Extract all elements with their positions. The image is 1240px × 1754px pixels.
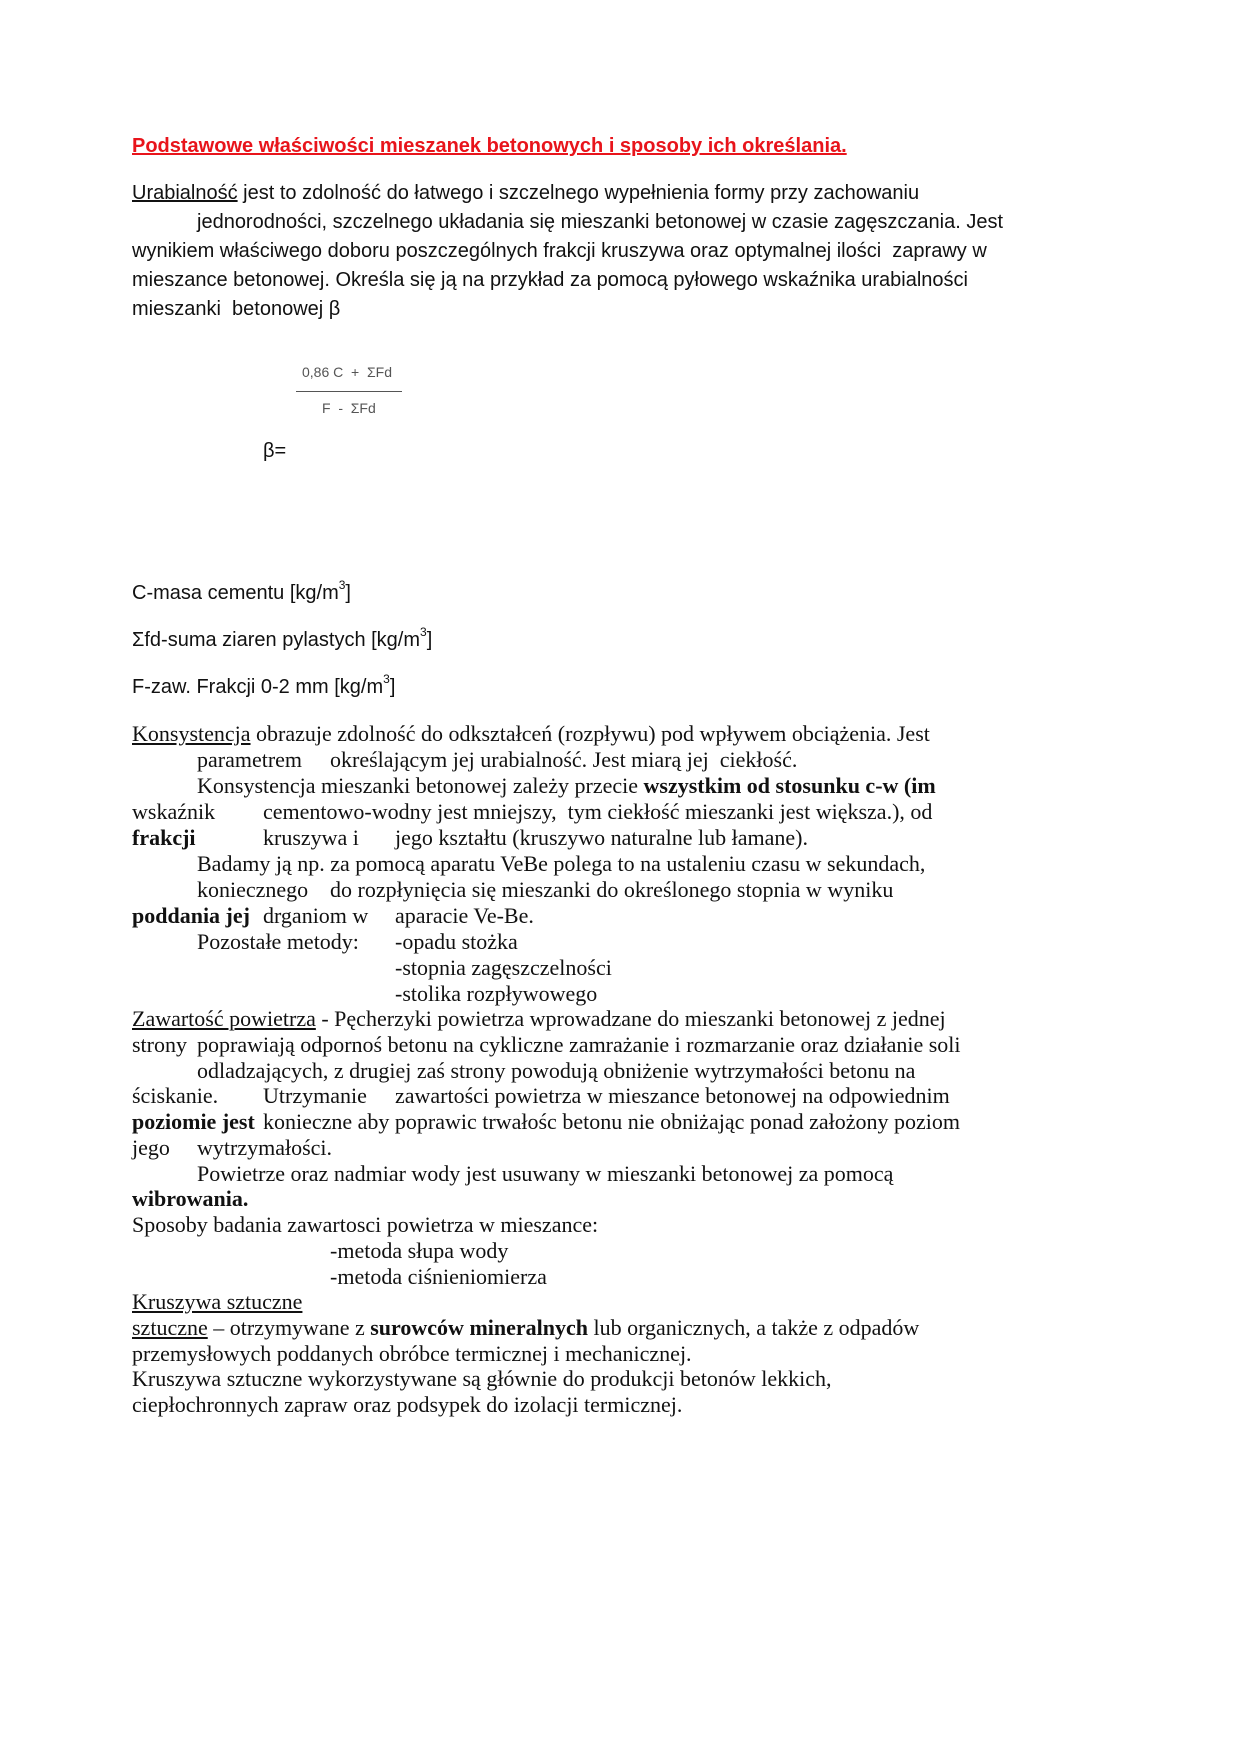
powietrze-line-1: Zawartość powietrza - Pęcherzyki powietrza wprowadzane do mieszanki betonowej z jednej <box>132 1006 946 1031</box>
konsystencja-line-7b: do rozpłynięcia się mieszanki do określonego stopnia w wyniku <box>330 877 894 902</box>
urabialnosc-line-2: jednorodności, szczelnego układania się mieszanki betonowej w czasie zagęszczania. Jest <box>197 211 1003 233</box>
kruszywa-line-3: Kruszywa sztuczne wykorzystywane są głównie do produkcji betonów lekkich, <box>132 1366 832 1391</box>
powietrze-line-3: odladzających, z drugiej zaś strony powodują obniżenie wytrzymałości betonu na <box>197 1058 916 1083</box>
kruszywa-heading: Kruszywa sztuczne <box>132 1289 303 1314</box>
page-title: Podstawowe właściwości mieszanek betonowych i sposoby ich określania. <box>132 135 847 157</box>
formula-lhs: β= <box>263 440 287 462</box>
konsystencja-line-8a: poddania jej <box>132 903 250 928</box>
term-zawartosc-powietrza: Zawartość powietrza <box>132 1006 316 1031</box>
konsystencja-line-5b: kruszywa i <box>263 825 359 850</box>
kruszywa-line-2: przemysłowych poddanych obróbce termicznej i mechanicznej. <box>132 1341 692 1366</box>
konsystencja-line-2b: określającym jej urabialność. Jest miarą jej ciekłość. <box>330 747 798 772</box>
powietrze-line-5b: konieczne aby poprawic trwałośc betonu nie obniżając ponad założony poziom <box>263 1109 961 1134</box>
term-sztuczne: sztuczne <box>132 1315 208 1340</box>
kruszywa-line-1: sztuczne – otrzymywane z surowców mineralnych lub organicznych, a także z odpadów <box>132 1315 920 1340</box>
urabialnosc-line-3: wynikiem właściwego doboru poszczególnych frakcji kruszywa oraz optymalnej ilości zaprawy w <box>132 240 987 262</box>
powietrze-line-4b: Utrzymanie <box>263 1083 367 1108</box>
legend-c: C-masa cementu $[kg/m^3]$ <box>132 578 351 604</box>
powietrze-line-6b: wytrzymałości. <box>197 1135 333 1160</box>
konsystencja-line-4b: cementowo-wodny jest mniejszy, tym ciekłość mieszanki jest większa.), od <box>263 799 933 824</box>
formula-numerator: 0,86 C + ΣFd <box>302 364 392 380</box>
fraction-bar <box>296 391 402 392</box>
powietrze-method-2: -metoda ciśnieniomierza <box>330 1264 547 1289</box>
konsystencja-line-4a: wskaźnik <box>132 799 216 824</box>
term-urabialnosc: Urabialność <box>132 182 238 204</box>
urabialnosc-line-1: Urabialność jest to zdolność do łatwego i szczelnego wypełnienia formy przy zachowaniu <box>132 182 920 204</box>
konsystencja-line-5c: jego kształtu (kruszywo naturalne lub łamane). <box>395 825 808 850</box>
konsystencja-line-5a: frakcji <box>132 825 196 850</box>
powietrze-line-9: Sposoby badania zawartosci powietrza w mieszance: <box>132 1212 599 1237</box>
powietrze-line-8: wibrowania. <box>132 1186 249 1211</box>
konsystencja-line-3: Konsystencja mieszanki betonowej zależy przecie wszystkim od stosunku c-w (im <box>197 773 936 798</box>
powietrze-line-2b: poprawiają odpornoś betonu na cykliczne zamrażanie i rozmarzanie oraz działanie soli <box>197 1032 961 1057</box>
konsystencja-line-2a: parametrem <box>197 747 303 772</box>
powietrze-line-6a: jego <box>132 1135 170 1160</box>
konsystencja-line-8b: drganiom w <box>263 903 369 928</box>
powietrze-line-7: Powietrze oraz nadmiar wody jest usuwany w mieszanki betonowej za pomocą <box>197 1161 894 1186</box>
konsystencja-line-1: Konsystencja obrazuje zdolność do odkształceń (rozpływu) pod wpływem obciążenia. Jest <box>132 721 930 746</box>
legend-sfd: Σfd-suma ziaren pylastych $[kg/m^3]$ <box>132 625 433 651</box>
formula-denominator: F - ΣFd <box>322 400 376 416</box>
legend-f: F-zaw. Frakcji 0-2 mm $[kg/m^3]$ <box>132 672 396 698</box>
powietrze-line-2a: strony <box>132 1032 187 1057</box>
konsystencja-line-7a: koniecznego <box>197 877 309 902</box>
konsystencja-line-8c: aparacie Ve-Be. <box>395 903 534 928</box>
kruszywa-line-4: ciepłochronnych zapraw oraz podsypek do izolacji termicznej. <box>132 1392 683 1417</box>
term-konsystencja: Konsystencja <box>132 721 251 746</box>
powietrze-line-5a: poziomie jest <box>132 1109 255 1134</box>
urabialnosc-line-5: mieszanki betonowej β <box>132 298 341 320</box>
urabialnosc-line-4: mieszance betonowej. Określa się ją na przykład za pomocą pyłowego wskaźnika urabialności <box>132 269 968 291</box>
konsystencja-method-1: -opadu stożka <box>395 929 518 954</box>
konsystencja-line-9a: Pozostałe metody: <box>197 929 359 954</box>
powietrze-method-1: -metoda słupa wody <box>330 1238 509 1263</box>
konsystencja-method-3: -stolika rozpływowego <box>395 981 598 1006</box>
powietrze-line-4c: zawartości powietrza w mieszance betonowej na odpowiednim <box>395 1083 950 1108</box>
konsystencja-line-6: Badamy ją np. za pomocą aparatu VeBe polega to na ustaleniu czasu w sekundach, <box>197 851 926 876</box>
powietrze-line-4a: ściskanie. <box>132 1083 219 1108</box>
konsystencja-method-2: -stopnia zagęszczelności <box>395 955 612 980</box>
